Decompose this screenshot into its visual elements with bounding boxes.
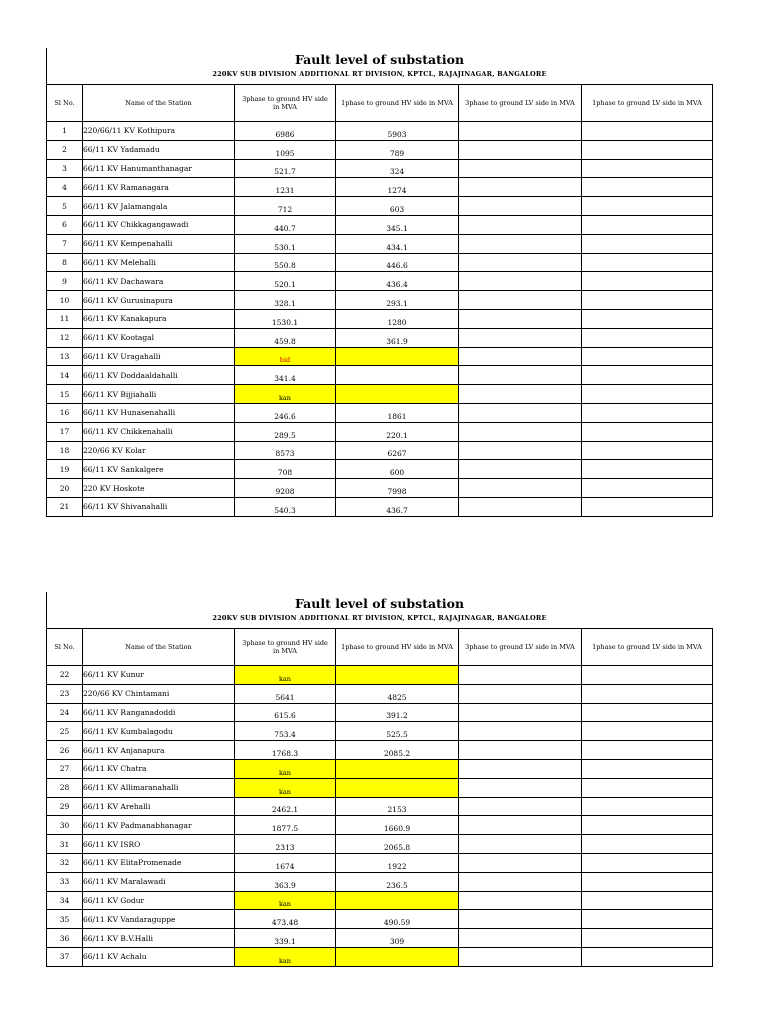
cell-3phase-lv	[459, 816, 582, 835]
cell-1phase-lv	[582, 385, 713, 404]
cell-sl-no: 31	[47, 835, 83, 854]
cell-1phase-lv	[582, 272, 713, 291]
cell-1phase-lv	[582, 741, 713, 760]
cell-3phase-hv: 363.9	[235, 872, 336, 891]
cell-sl-no: 36	[47, 929, 83, 948]
cell-3phase-lv	[459, 159, 582, 178]
cell-1phase-lv	[582, 140, 713, 159]
cell-3phase-hv: 712	[235, 197, 336, 216]
cell-3phase-lv	[459, 122, 582, 141]
table-row	[47, 403, 713, 422]
cell-station-name: 66/11 KV Chatra	[83, 759, 235, 778]
status-code: kan	[278, 674, 291, 683]
table-row	[47, 497, 713, 516]
table-row	[47, 347, 713, 366]
cell-1phase-hv: 434.1	[336, 234, 459, 253]
cell-1phase-lv	[582, 422, 713, 441]
cell-station-name: 66/11 KV Arehalli	[83, 797, 235, 816]
cell-1phase-lv	[582, 703, 713, 722]
cell-1phase-hv: 436.7	[336, 497, 459, 516]
cell-1phase-lv	[582, 366, 713, 385]
sheet-subtitle: 220KV SUB DIVISION ADDITIONAL RT DIVISION, KPTCL, RAJAJINAGAR, BANGALORE	[212, 70, 547, 78]
cell-station-name: 66/11 KV B.V.Halli	[83, 929, 235, 948]
cell-3phase-hv: 1674	[235, 853, 336, 872]
cell-1phase-lv	[582, 441, 713, 460]
cell-1phase-hv: 236.5	[336, 872, 459, 891]
cell-sl-no: 33	[47, 872, 83, 891]
fault-level-sheet-2	[46, 592, 712, 967]
cell-1phase-lv	[582, 253, 713, 272]
cell-3phase-hv: 530.1	[235, 234, 336, 253]
cell-sl-no: 29	[47, 797, 83, 816]
table-row	[47, 872, 713, 891]
cell-1phase-hv: 6267	[336, 441, 459, 460]
table-row	[47, 929, 713, 948]
table-row	[47, 215, 713, 234]
cell-1phase-lv	[582, 816, 713, 835]
cell-sl-no: 25	[47, 722, 83, 741]
table-row	[47, 272, 713, 291]
cell-sl-no: 30	[47, 816, 83, 835]
header-1phase-lv: 1phase to ground LV side in MVA	[582, 85, 713, 122]
header-1phase-hv: 1phase to ground HV side in MVA	[336, 629, 459, 666]
cell-sl-no: 10	[47, 291, 83, 310]
cell-3phase-lv	[459, 947, 582, 966]
cell-sl-no: 7	[47, 234, 83, 253]
cell-3phase-hv	[235, 778, 336, 797]
cell-station-name: 66/11 KV Kootagal	[83, 328, 235, 347]
cell-3phase-lv	[459, 872, 582, 891]
cell-1phase-lv	[582, 403, 713, 422]
status-code: kan	[278, 956, 291, 965]
cell-3phase-lv	[459, 178, 582, 197]
cell-sl-no: 6	[47, 215, 83, 234]
cell-3phase-hv: 521.7	[235, 159, 336, 178]
cell-1phase-hv: 324	[336, 159, 459, 178]
header-3phase-hv: 3phase to ground HV side in MVA	[235, 629, 336, 666]
cell-sl-no: 20	[47, 479, 83, 498]
cell-1phase-hv: 436.4	[336, 272, 459, 291]
cell-sl-no: 27	[47, 759, 83, 778]
cell-station-name: 66/11 KV Jalamangala	[83, 197, 235, 216]
table-row	[47, 291, 713, 310]
cell-station-name: 66/11 KV Shivanahalli	[83, 497, 235, 516]
cell-1phase-hv: 391.2	[336, 703, 459, 722]
cell-station-name: 66/11 KV ISRO	[83, 835, 235, 854]
cell-3phase-hv: 1530.1	[235, 309, 336, 328]
cell-1phase-hv: 789	[336, 140, 459, 159]
cell-3phase-hv	[235, 891, 336, 910]
table-row	[47, 460, 713, 479]
table-row	[47, 666, 713, 685]
cell-station-name: 220/66/11 KV Kothipura	[83, 122, 235, 141]
table-row	[47, 778, 713, 797]
header-station-name: Name of the Station	[83, 85, 235, 122]
table-row	[47, 853, 713, 872]
cell-1phase-hv: 1280	[336, 309, 459, 328]
cell-1phase-hv: 361.9	[336, 328, 459, 347]
cell-station-name: 66/11 KV Godur	[83, 891, 235, 910]
header-3phase-hv: 3phase to ground HV side in MVA	[235, 85, 336, 122]
cell-3phase-hv: 6986	[235, 122, 336, 141]
cell-3phase-lv	[459, 328, 582, 347]
cell-sl-no: 9	[47, 272, 83, 291]
cell-station-name: 66/11 KV Kumbalagodu	[83, 722, 235, 741]
cell-3phase-hv: 328.1	[235, 291, 336, 310]
cell-sl-no: 21	[47, 497, 83, 516]
cell-3phase-lv	[459, 703, 582, 722]
table-row	[47, 309, 713, 328]
cell-1phase-hv: 5903	[336, 122, 459, 141]
table-row	[47, 479, 713, 498]
cell-sl-no: 35	[47, 910, 83, 929]
cell-3phase-hv: 246.6	[235, 403, 336, 422]
table-row	[47, 328, 713, 347]
cell-1phase-lv	[582, 722, 713, 741]
cell-station-name: 66/11 KV Hunasenahalli	[83, 403, 235, 422]
cell-1phase-lv	[582, 215, 713, 234]
cell-1phase-hv	[336, 947, 459, 966]
cell-3phase-lv	[459, 741, 582, 760]
cell-station-name: 66/11 KV Allimaranahalli	[83, 778, 235, 797]
cell-3phase-lv	[459, 215, 582, 234]
cell-1phase-hv: 525.5	[336, 722, 459, 741]
cell-1phase-lv	[582, 853, 713, 872]
cell-3phase-lv	[459, 197, 582, 216]
cell-3phase-hv: 473.48	[235, 910, 336, 929]
table-row	[47, 947, 713, 966]
cell-3phase-hv: 1095	[235, 140, 336, 159]
cell-station-name: 66/11 KV ElitaPromenade	[83, 853, 235, 872]
cell-3phase-hv: 2462.1	[235, 797, 336, 816]
cell-1phase-lv	[582, 835, 713, 854]
cell-1phase-lv	[582, 159, 713, 178]
cell-sl-no: 13	[47, 347, 83, 366]
cell-station-name: 66/11 KV Ranganadoddi	[83, 703, 235, 722]
cell-3phase-lv	[459, 460, 582, 479]
cell-3phase-lv	[459, 910, 582, 929]
fault-level-table	[46, 628, 713, 967]
table-row	[47, 197, 713, 216]
cell-3phase-lv	[459, 403, 582, 422]
cell-1phase-lv	[582, 347, 713, 366]
status-code: kan	[278, 393, 291, 402]
cell-1phase-lv	[582, 759, 713, 778]
fault-level-sheet-1	[46, 48, 712, 517]
cell-3phase-lv	[459, 234, 582, 253]
table-row	[47, 722, 713, 741]
cell-1phase-hv: 7998	[336, 479, 459, 498]
cell-1phase-lv	[582, 122, 713, 141]
cell-1phase-lv	[582, 666, 713, 685]
table-row	[47, 703, 713, 722]
cell-3phase-lv	[459, 853, 582, 872]
cell-station-name: 66/11 KV Gurusinapura	[83, 291, 235, 310]
cell-1phase-hv	[336, 759, 459, 778]
cell-sl-no: 1	[47, 122, 83, 141]
cell-1phase-lv	[582, 684, 713, 703]
cell-sl-no: 12	[47, 328, 83, 347]
cell-1phase-lv	[582, 309, 713, 328]
cell-3phase-lv	[459, 309, 582, 328]
cell-3phase-lv	[459, 722, 582, 741]
status-code: kan	[278, 787, 291, 796]
cell-3phase-hv: 341.4	[235, 366, 336, 385]
cell-1phase-hv: 600	[336, 460, 459, 479]
cell-3phase-hv: 5641	[235, 684, 336, 703]
cell-3phase-hv: 289.5	[235, 422, 336, 441]
cell-sl-no: 32	[47, 853, 83, 872]
cell-3phase-hv: 540.3	[235, 497, 336, 516]
cell-1phase-hv	[336, 666, 459, 685]
cell-3phase-lv	[459, 366, 582, 385]
cell-sl-no: 37	[47, 947, 83, 966]
cell-1phase-lv	[582, 797, 713, 816]
cell-3phase-hv	[235, 347, 336, 366]
cell-3phase-lv	[459, 835, 582, 854]
cell-1phase-lv	[582, 460, 713, 479]
cell-station-name: 66/11 KV Kempenahalli	[83, 234, 235, 253]
cell-3phase-hv: 520.1	[235, 272, 336, 291]
table-header-row	[47, 85, 713, 122]
cell-sl-no: 23	[47, 684, 83, 703]
fault-level-table	[46, 84, 713, 517]
cell-3phase-lv	[459, 684, 582, 703]
cell-1phase-lv	[582, 497, 713, 516]
cell-1phase-lv	[582, 178, 713, 197]
table-row	[47, 385, 713, 404]
cell-3phase-lv	[459, 253, 582, 272]
cell-1phase-hv	[336, 347, 459, 366]
table-row	[47, 741, 713, 760]
cell-1phase-hv	[336, 778, 459, 797]
cell-3phase-lv	[459, 797, 582, 816]
cell-3phase-hv: 1231	[235, 178, 336, 197]
table-row	[47, 159, 713, 178]
cell-station-name: 66/11 KV Vandaraguppe	[83, 910, 235, 929]
cell-1phase-lv	[582, 910, 713, 929]
cell-1phase-hv: 309	[336, 929, 459, 948]
cell-station-name: 66/11 KV Achalu	[83, 947, 235, 966]
cell-1phase-lv	[582, 778, 713, 797]
sheet-header	[46, 48, 712, 84]
cell-3phase-lv	[459, 291, 582, 310]
cell-1phase-hv: 2153	[336, 797, 459, 816]
cell-3phase-hv	[235, 759, 336, 778]
cell-station-name: 66/11 KV Sankalgere	[83, 460, 235, 479]
cell-sl-no: 2	[47, 140, 83, 159]
header-sl-no: Sl No.	[47, 629, 83, 666]
cell-3phase-hv: 2313	[235, 835, 336, 854]
cell-station-name: 66/11 KV Doddaaldahalli	[83, 366, 235, 385]
sheet-subtitle: 220KV SUB DIVISION ADDITIONAL RT DIVISION, KPTCL, RAJAJINAGAR, BANGALORE	[212, 614, 547, 622]
cell-3phase-lv	[459, 347, 582, 366]
cell-3phase-hv	[235, 385, 336, 404]
table-row	[47, 253, 713, 272]
cell-station-name: 66/11 KV Dachawara	[83, 272, 235, 291]
cell-1phase-hv: 1861	[336, 403, 459, 422]
table-row	[47, 797, 713, 816]
cell-1phase-hv: 4825	[336, 684, 459, 703]
table-row	[47, 234, 713, 253]
cell-1phase-hv: 1274	[336, 178, 459, 197]
cell-sl-no: 8	[47, 253, 83, 272]
cell-3phase-lv	[459, 497, 582, 516]
cell-sl-no: 22	[47, 666, 83, 685]
cell-station-name: 66/11 KV Kunur	[83, 666, 235, 685]
cell-3phase-lv	[459, 422, 582, 441]
cell-sl-no: 28	[47, 778, 83, 797]
cell-station-name: 66/11 KV Chikkenahalli	[83, 422, 235, 441]
cell-station-name: 66/11 KV Padmanabhanagar	[83, 816, 235, 835]
cell-1phase-hv: 603	[336, 197, 459, 216]
table-row	[47, 816, 713, 835]
header-1phase-hv: 1phase to ground HV side in MVA	[336, 85, 459, 122]
cell-3phase-lv	[459, 929, 582, 948]
cell-station-name: 220 KV Hoskote	[83, 479, 235, 498]
cell-station-name: 66/11 KV Melehalli	[83, 253, 235, 272]
table-row	[47, 178, 713, 197]
sheet-title: Fault level of substation	[294, 52, 465, 67]
status-code: bid	[279, 356, 291, 365]
cell-3phase-hv: 753.4	[235, 722, 336, 741]
cell-1phase-hv	[336, 385, 459, 404]
cell-3phase-lv	[459, 759, 582, 778]
cell-1phase-lv	[582, 891, 713, 910]
table-header-row	[47, 629, 713, 666]
cell-1phase-hv: 490.59	[336, 910, 459, 929]
cell-3phase-hv: 1768.3	[235, 741, 336, 760]
header-1phase-lv: 1phase to ground LV side in MVA	[582, 629, 713, 666]
cell-1phase-hv	[336, 366, 459, 385]
cell-station-name: 220/66 KV Kolar	[83, 441, 235, 460]
table-row	[47, 122, 713, 141]
sheet-title: Fault level of substation	[294, 596, 465, 611]
cell-3phase-lv	[459, 479, 582, 498]
table-row	[47, 422, 713, 441]
cell-1phase-lv	[582, 291, 713, 310]
cell-3phase-hv: 708	[235, 460, 336, 479]
table-row	[47, 441, 713, 460]
table-body	[47, 666, 713, 967]
cell-3phase-hv: 1877.5	[235, 816, 336, 835]
cell-1phase-lv	[582, 197, 713, 216]
cell-1phase-hv: 293.1	[336, 291, 459, 310]
cell-1phase-lv	[582, 872, 713, 891]
table-row	[47, 759, 713, 778]
table-row	[47, 140, 713, 159]
cell-station-name: 66/11 KV Bijjiahalli	[83, 385, 235, 404]
cell-station-name: 66/11 KV Chikkagangawadi	[83, 215, 235, 234]
status-code: kan	[278, 768, 291, 777]
cell-station-name: 66/11 KV Ramanagara	[83, 178, 235, 197]
cell-3phase-hv: 8573	[235, 441, 336, 460]
cell-1phase-hv: 220.1	[336, 422, 459, 441]
cell-station-name: 66/11 KV Hanumanthanagar	[83, 159, 235, 178]
table-row	[47, 910, 713, 929]
cell-sl-no: 17	[47, 422, 83, 441]
status-code: kan	[278, 900, 291, 909]
cell-1phase-hv: 2065.8	[336, 835, 459, 854]
cell-3phase-hv	[235, 666, 336, 685]
cell-1phase-hv: 345.1	[336, 215, 459, 234]
header-3phase-lv: 3phase to ground LV side in MVA	[459, 85, 582, 122]
cell-sl-no: 26	[47, 741, 83, 760]
cell-3phase-lv	[459, 441, 582, 460]
cell-3phase-hv: 9208	[235, 479, 336, 498]
cell-sl-no: 4	[47, 178, 83, 197]
cell-station-name: 220/66 KV Chintamani	[83, 684, 235, 703]
header-3phase-lv: 3phase to ground LV side in MVA	[459, 629, 582, 666]
table-row	[47, 891, 713, 910]
cell-sl-no: 34	[47, 891, 83, 910]
cell-3phase-hv: 459.8	[235, 328, 336, 347]
cell-3phase-lv	[459, 385, 582, 404]
cell-3phase-lv	[459, 666, 582, 685]
table-row	[47, 835, 713, 854]
cell-sl-no: 3	[47, 159, 83, 178]
cell-sl-no: 19	[47, 460, 83, 479]
cell-3phase-lv	[459, 140, 582, 159]
table-row	[47, 366, 713, 385]
cell-1phase-hv: 1660.9	[336, 816, 459, 835]
sheet-header	[46, 592, 712, 628]
cell-3phase-hv: 550.8	[235, 253, 336, 272]
header-sl-no: Sl No.	[47, 85, 83, 122]
cell-1phase-lv	[582, 234, 713, 253]
cell-3phase-hv: 339.1	[235, 929, 336, 948]
cell-1phase-hv: 446.6	[336, 253, 459, 272]
cell-sl-no: 18	[47, 441, 83, 460]
cell-station-name: 66/11 KV Maralawadi	[83, 872, 235, 891]
cell-sl-no: 15	[47, 385, 83, 404]
cell-station-name: 66/11 KV Anjanapura	[83, 741, 235, 760]
cell-3phase-lv	[459, 891, 582, 910]
cell-station-name: 66/11 KV Yadamadu	[83, 140, 235, 159]
cell-sl-no: 14	[47, 366, 83, 385]
table-body	[47, 122, 713, 517]
cell-station-name: 66/11 KV Kanakapura	[83, 309, 235, 328]
cell-sl-no: 24	[47, 703, 83, 722]
table-row	[47, 684, 713, 703]
cell-sl-no: 11	[47, 309, 83, 328]
cell-station-name: 66/11 KV Uragahalli	[83, 347, 235, 366]
cell-3phase-hv: 615.6	[235, 703, 336, 722]
cell-3phase-hv	[235, 947, 336, 966]
header-station-name: Name of the Station	[83, 629, 235, 666]
cell-sl-no: 5	[47, 197, 83, 216]
cell-1phase-lv	[582, 947, 713, 966]
cell-3phase-hv: 440.7	[235, 215, 336, 234]
cell-1phase-lv	[582, 479, 713, 498]
cell-1phase-hv	[336, 891, 459, 910]
cell-1phase-lv	[582, 328, 713, 347]
cell-1phase-hv: 2085.2	[336, 741, 459, 760]
cell-sl-no: 16	[47, 403, 83, 422]
cell-3phase-lv	[459, 778, 582, 797]
cell-1phase-hv: 1922	[336, 853, 459, 872]
cell-1phase-lv	[582, 929, 713, 948]
cell-3phase-lv	[459, 272, 582, 291]
